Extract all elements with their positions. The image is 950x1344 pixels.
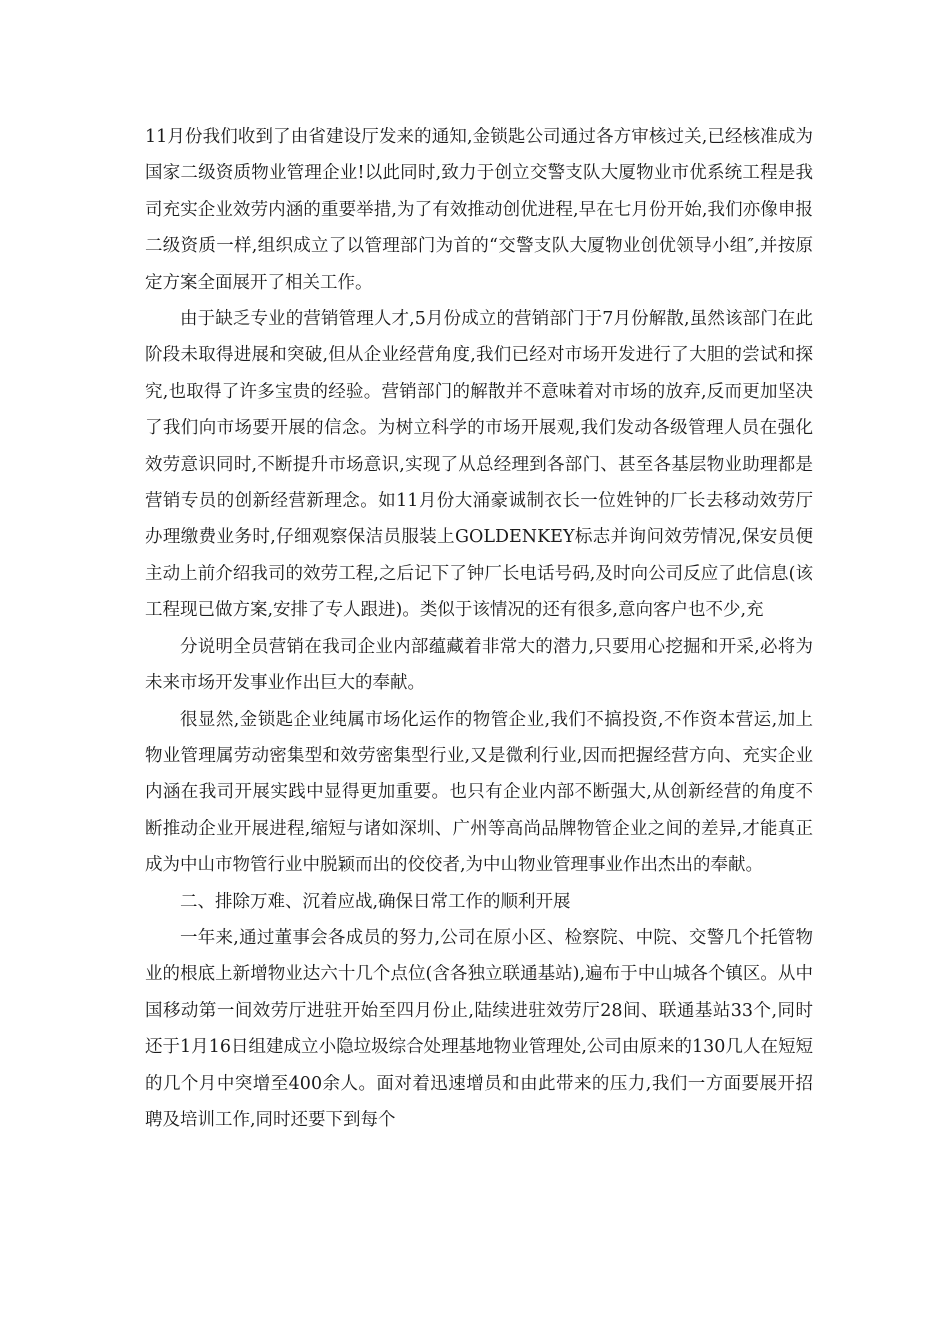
paragraph-1: 11月份我们收到了由省建设厅发来的通知,金锁匙公司通过各方审核过关,已经核准成为国家二级资质物业管理企业!以此同时,致力于创立交警支队大厦物业市优系统工程是我司充实企业效劳内涵的重要举措,为了有效推动创优进程,早在七月份开始,我们亦像申报二级资质一样,组织成立了以管理部门为首的“交警支队大厦物业创优领导小组″,并按原定方案全面展开了相关工作。 bbox=[145, 127, 813, 293]
paragraph-5: 一年来,通过董事会各成员的努力,公司在原小区、检察院、中院、交警几个托管物业的根底上新增物业达六十几个点位(含各独立联通基站),遍布于中山城各个镇区。从中国移动第一间效劳厅进驻开始至四月份止,陆续进驻效劳厅28间、联通基站33个,同时还于1月16日组建成立小隐垃圾综合处理基地物业管理处,公司由原来的130几人在短短的几个月中突增至400余人。面对着迅速增员和由此带来的压力,我们一方面要展开招聘及培训工作,同时还要下到每个 bbox=[145, 927, 813, 1130]
paragraph-2: 由于缺乏专业的营销管理人才,5月份成立的营销部门于7月份解散,虽然该部门在此阶段未取得进展和突破,但从企业经营角度,我们已经对市场开发进行了大胆的尝试和探究,也取得了许多宝贵的经验。营销部门的解散并不意味着对市场的放弃,反而更加坚决了我们向市场要开展的信念。为树立科学的市场开展观,我们发动各级管理人员在强化效劳意识同时,不断提升市场意识,实现了从总经理到各部门、甚至各基层物业助理都是营销专员的创新经营新理念。如11月份大涌豪诚制衣长一位姓钟的厂长去移动效劳厅办理缴费业务时,仔细观察保洁员服装上GOLDENKEY标志并询问效劳情况,保安员便主动上前介绍我司的效劳工程,之后记下了钟厂长电话号码,及时向公司反应了此信息(该工程现已做方案,安排了专人跟进)。类似于该情况的还有很多,意向客户也不少,充 bbox=[145, 309, 813, 621]
section-heading: 二、排除万难、沉着应战,确保日常工作的顺利开展 bbox=[180, 891, 571, 912]
document-body bbox=[145, 119, 813, 1138]
paragraph-4: 很显然,金锁匙企业纯属市场化运作的物管企业,我们不搞投资,不作资本营运,加上物业管理属劳动密集型和效劳密集型行业,又是微利行业,因而把握经营方向、充实企业内涵在我司开展实践中显得更加重要。也只有企业内部不断强大,从创新经营的角度不断推动企业开展进程,缩短与诸如深圳、广州等高尚品牌物管企业之间的差异,才能真正成为中山市物管行业中脱颖而出的佼佼者,为中山物业管理事业作出杰出的奉献。 bbox=[145, 709, 813, 876]
paragraph-3: 分说明全员营销在我司企业内部蕴藏着非常大的潜力,只要用心挖掘和开采,必将为未来市场开发事业作出巨大的奉献。 bbox=[145, 636, 813, 694]
